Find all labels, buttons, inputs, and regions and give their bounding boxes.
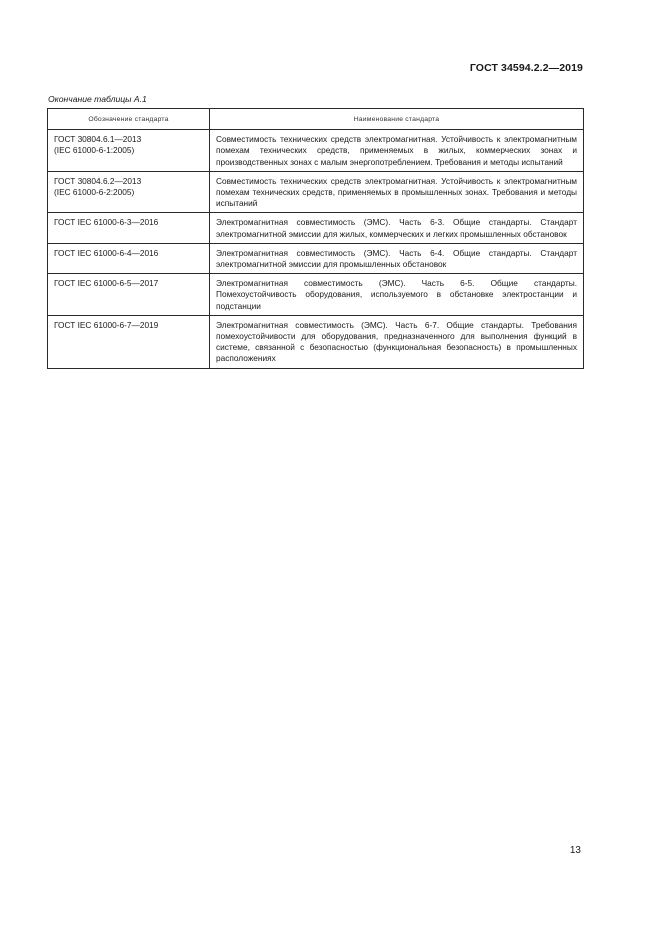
standard-code-cell — [48, 243, 210, 273]
standard-equivalent: (IEC 61000-6-2:2005) — [54, 187, 135, 198]
standard-code-cell — [48, 130, 210, 172]
standard-code: ГОСТ 30804.6.1—2013 — [54, 134, 142, 145]
table-row — [48, 315, 584, 368]
standard-name: Электромагнитная совместимость (ЭМС). Часть 6-7. Общие стандарты. Требования помехоустойчивости для оборудования, предназначенного для выполнения функций в системе, связанной с безопасностью (функциональная безопасность) в промышленных расположениях — [210, 315, 584, 368]
table-caption: Окончание таблицы А.1 — [48, 94, 147, 104]
standard-code: ГОСТ 30804.6.2—2013 — [54, 175, 142, 186]
standard-code: ГОСТ IEC 61000-6-3—2016 — [54, 217, 159, 228]
standard-code: ГОСТ IEC 61000-6-7—2019 — [54, 319, 159, 330]
standards-table — [47, 108, 584, 369]
standard-name: Электромагнитная совместимость (ЭМС). Часть 6-3. Общие стандарты. Стандарт электромагнитной эмиссии для жилых, коммерческих и легких промышленных обстановок — [210, 213, 584, 243]
standard-name: Совместимость технических средств электромагнитная. Устойчивость к электромагнитным помехам технических средств, применяемых в жилых, коммерческих зонах и производственных зонах с малым энергопотреблением. Требования и методы испытаний — [210, 130, 584, 172]
standard-code-cell — [48, 213, 210, 243]
standard-name: Электромагнитная совместимость (ЭМС). Часть 6-5. Общие стандарты. Помехоустойчивость оборудования, используемого в обстановке электростанции и подстанции — [210, 274, 584, 316]
table-row — [48, 274, 584, 316]
standard-name: Электромагнитная совместимость (ЭМС). Часть 6-4. Общие стандарты. Стандарт электромагнитной эмиссии для промышленных обстановок — [210, 243, 584, 273]
standard-code-cell — [48, 274, 210, 316]
document-code: ГОСТ 34594.2.2—2019 — [469, 62, 583, 74]
page-number: 13 — [569, 845, 581, 856]
standard-equivalent: (IEC 61000-6-1:2005) — [54, 145, 135, 156]
table-row — [48, 171, 584, 213]
table-row — [48, 130, 584, 172]
standard-code: ГОСТ IEC 61000-6-4—2016 — [54, 247, 159, 258]
table-header-row — [48, 109, 584, 130]
table-row — [48, 213, 584, 243]
column-header-name: Наименование стандарта — [210, 109, 584, 130]
standard-code-cell — [48, 315, 210, 368]
standard-code-cell — [48, 171, 210, 213]
standard-code: ГОСТ IEC 61000-6-5—2017 — [54, 278, 159, 289]
table-row — [48, 243, 584, 273]
column-header-designation: Обозначение стандарта — [48, 109, 210, 130]
standard-name: Совместимость технических средств электромагнитная. Устойчивость к электромагнитным помехам технических средств, применяемых в промышленных зонах. Требования и методы испытаний — [210, 171, 584, 213]
